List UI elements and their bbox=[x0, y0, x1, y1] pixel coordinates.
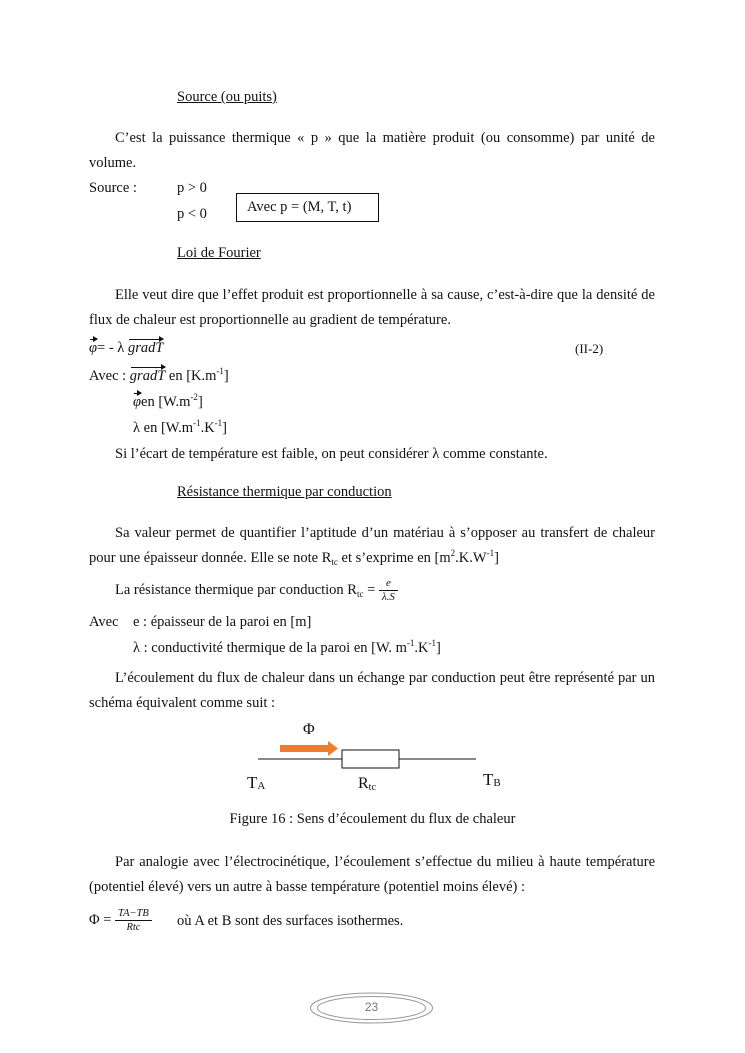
def-exponent: -1 bbox=[428, 638, 436, 648]
unit-text: ] bbox=[223, 368, 229, 384]
unit-exponent: -1 bbox=[216, 366, 224, 376]
unit-text: en [K.m bbox=[165, 368, 217, 384]
unit-text: en [W.m bbox=[141, 394, 191, 410]
resistance-formula bbox=[115, 573, 398, 607]
unit-grad bbox=[89, 368, 229, 385]
ta-subscript: A bbox=[257, 780, 266, 792]
para-text: .K.W bbox=[455, 550, 487, 566]
unit-phi bbox=[133, 394, 203, 411]
phi-label: Φ bbox=[303, 721, 315, 738]
definition-box bbox=[236, 193, 379, 222]
page-number-badge bbox=[309, 992, 434, 1024]
heading-resistance: Résistance thermique par conduction bbox=[177, 484, 392, 500]
heading-source: Source (ou puits) bbox=[177, 89, 277, 105]
grad-vector-unit: gradT bbox=[129, 368, 166, 384]
avec-label: Avec : bbox=[89, 368, 130, 384]
para-exponent: -1 bbox=[486, 548, 495, 558]
conductivity-definition bbox=[133, 640, 441, 657]
equation-number: (II-2) bbox=[575, 341, 604, 356]
para-text: Sa valeur permet de quantifier l’aptitude d’un matériau à s’opposer au transfert de chaleur pour une épaisseur donnée. Elle se note R bbox=[89, 525, 655, 566]
unit-text: ] bbox=[222, 420, 228, 436]
thickness-definition: e : épaisseur de la paroi en [m] bbox=[133, 614, 312, 630]
flux-fraction bbox=[115, 907, 152, 934]
def-text: .K bbox=[414, 640, 429, 656]
flux-arrow-head bbox=[328, 741, 338, 756]
unit-exponent: -2 bbox=[190, 392, 198, 402]
flux-formula bbox=[89, 903, 152, 937]
unit-exponent: -1 bbox=[193, 418, 201, 428]
rtc-label bbox=[358, 775, 376, 793]
para-text: ] bbox=[494, 550, 499, 566]
def-exponent: -1 bbox=[406, 638, 415, 648]
rtc-main: R bbox=[358, 775, 369, 792]
flux-denominator: Rtc bbox=[126, 922, 141, 934]
rtc-subscript: tc bbox=[368, 782, 376, 793]
figure-caption: Figure 16 : Sens d’écoulement du flux de chaleur bbox=[229, 811, 516, 827]
def-text: ] bbox=[435, 640, 441, 656]
paragraph-fourier: Elle veut dire que l’effet produit est proportionnelle à sa cause, c’est-à-dire que la densité de flux de chaleur est proportionnelle au gradient de température. bbox=[89, 287, 655, 328]
phi-vector: φ bbox=[89, 340, 98, 356]
grad-vector: gradT bbox=[127, 340, 164, 356]
paragraph-source: C’est la puissance thermique « p » que la matière produit (ou consomme) par unité de volume. bbox=[89, 130, 655, 171]
resistor bbox=[342, 750, 399, 768]
formula-text: La résistance thermique par conduction R bbox=[115, 582, 357, 598]
page-number: 23 bbox=[364, 1000, 379, 1014]
paragraph-flow: L’écoulement du flux de chaleur dans un échange par conduction peut être représenté par un schéma équivalent comme suit : bbox=[89, 670, 655, 711]
unit-lambda bbox=[133, 420, 227, 437]
para-subscript: tc bbox=[331, 557, 338, 567]
equation-operator: = - λ bbox=[97, 340, 128, 356]
diagram-svg bbox=[240, 720, 520, 800]
unit-text: .K bbox=[200, 420, 215, 436]
unit-exponent: -1 bbox=[214, 418, 223, 428]
fourier-equation bbox=[89, 340, 163, 357]
flux-lhs: Φ = bbox=[89, 912, 116, 928]
flux-arrow-body bbox=[280, 745, 328, 752]
unit-text: ] bbox=[197, 394, 203, 410]
tb-label bbox=[483, 770, 501, 790]
flux-numerator: TA−TB bbox=[115, 907, 152, 921]
ta-label bbox=[247, 773, 265, 793]
heading-fourier: Loi de Fourier bbox=[177, 245, 261, 261]
formula-subscript: tc bbox=[356, 589, 364, 599]
unit-text: λ en [W.m bbox=[133, 420, 194, 436]
avec-label-2: Avec bbox=[89, 614, 119, 630]
def-text: λ : conductivité thermique de la paroi en [W. m bbox=[133, 640, 407, 656]
condition-negative: p < 0 bbox=[177, 206, 207, 222]
fraction-numerator: e bbox=[379, 577, 398, 591]
tb-main: T bbox=[483, 770, 494, 789]
isotherm-note: où A et B sont des surfaces isothermes. bbox=[177, 913, 404, 929]
formula-equals: = bbox=[363, 582, 379, 598]
lambda-note: Si l’écart de température est faible, on peut considérer λ comme constante. bbox=[115, 446, 548, 462]
tb-subscript: B bbox=[493, 777, 501, 789]
paragraph-analogy: Par analogie avec l’électrocinétique, l’écoulement s’effectue du milieu à haute température (potentiel élevé) vers un autre à basse température (potentiel moins élevé) : bbox=[89, 854, 655, 895]
formula-fraction bbox=[379, 577, 398, 604]
para-exponent: 2 bbox=[450, 548, 456, 558]
condition-positive: p > 0 bbox=[177, 180, 207, 196]
para-text: et s’exprime en [m bbox=[337, 550, 451, 566]
thermal-circuit-diagram bbox=[240, 720, 520, 800]
definition-box-text: Avec p = (M, T, t) bbox=[247, 199, 352, 215]
phi-vector-unit: φ bbox=[133, 394, 142, 410]
source-label: Source : bbox=[89, 180, 137, 196]
paragraph-resistance bbox=[89, 521, 655, 571]
ta-main: T bbox=[247, 773, 258, 792]
fraction-denominator: λ.S bbox=[381, 591, 395, 604]
